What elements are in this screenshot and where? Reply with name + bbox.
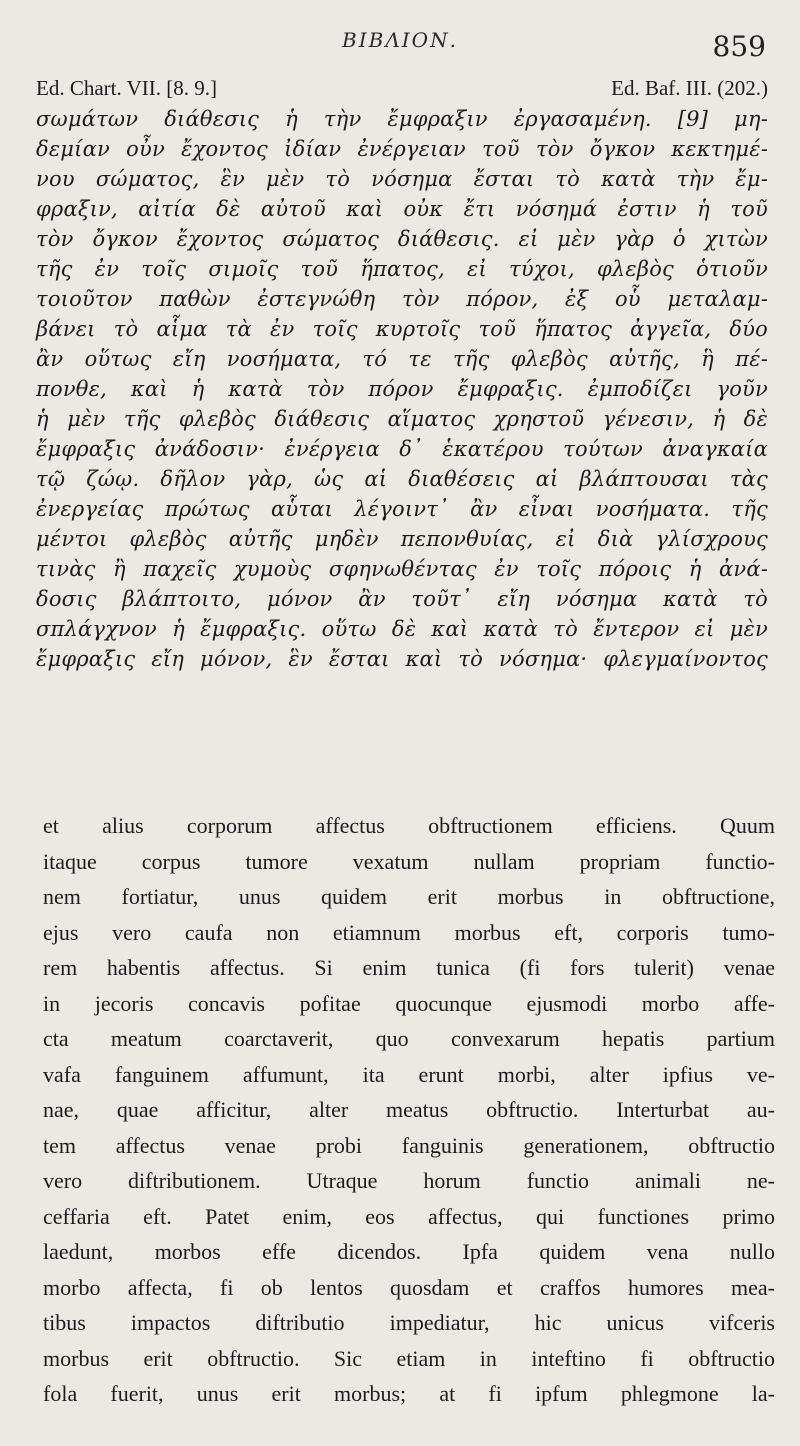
greek-line: τοιοῦτον παθὼν ἐστεγνώθη τὸν πόρον, ἐξ οὗ μεταλαμ- (36, 287, 768, 311)
greek-line: βάνει τὸ αἷμα τὰ ἐν τοῖς κυρτοῖς τοῦ ἥπατος ἀγγεῖα, δύο (36, 317, 768, 341)
latin-line: et alius corporum affectus obftructionem efficiens. Quum (43, 813, 775, 838)
greek-line: ἔμφραξις ἀνάδοσιν· ἐνέργεια δ᾽ ἑκατέρου τούτων ἀναγκαία (36, 437, 768, 461)
latin-line: nem fortiatur, unus quidem erit morbus in obftructione, (43, 884, 775, 909)
latin-text-block (43, 808, 775, 1412)
greek-line: τῆς ἐν τοῖς σιμοῖς τοῦ ἥπατος, εἰ τύχοι, φλεβὸς ὁτιοῦν (36, 257, 768, 281)
latin-line: itaque corpus tumore vexatum nullam propriam functio- (43, 848, 775, 874)
greek-line: σωμάτων διάθεσις ἡ τὴν ἔμφραξιν ἐργασαμένη. [9] μη- (36, 107, 768, 131)
latin-line: laedunt, morbos effe dicendos. Ipfa quidem vena nullo (43, 1239, 775, 1264)
latin-line: ejus vero caufa non etiamnum morbus eft, corporis tumo- (43, 919, 775, 945)
latin-line: vafa fanguinem affumunt, ita erunt morbi, alter ipfius ve- (43, 1061, 775, 1087)
latin-line: rem habentis affectus. Si enim tunica (fi fors tulerit) venae (43, 955, 775, 980)
page-number: 859 (712, 30, 766, 63)
latin-line: tem affectus venae probi fanguinis generationem, obftructio (43, 1132, 775, 1158)
latin-line: tibus impactos diftributio impediatur, hic unicus vifceris (43, 1310, 775, 1335)
latin-line: ceffaria eft. Patet enim, eos affectus, qui functiones primo (43, 1203, 775, 1229)
greek-line: ἐνεργείας πρώτως αὗται λέγοιντ᾽ ἂν εἶναι νοσήματα. τῆς (36, 497, 768, 521)
greek-line: ἂν οὕτως εἴη νοσήματα, τό τε τῆς φλεβὸς αὐτῆς, ἣ πέ- (36, 347, 768, 371)
greek-line: τὸν ὄγκον ἔχοντος σώματος διάθεσις. εἰ μὲν γὰρ ὁ χιτὼν (36, 227, 768, 251)
greek-line: μέντοι φλεβὸς αὐτῆς μηδὲν πεπονθυίας, εἰ διὰ γλίσχρους (36, 527, 768, 551)
greek-line: ἡ μὲν τῆς φλεβὸς διάθεσις αἵματος χρηστοῦ γένεσιν, ἡ δὲ (36, 407, 768, 431)
latin-line: vero diftributionem. Utraque horum functio animali ne- (43, 1168, 775, 1193)
greek-line: τῷ ζώῳ. δῆλον γὰρ, ὡς αἱ διαθέσεις αἱ βλάπτουσαι τὰς (36, 467, 768, 491)
running-title: ΒΙΒΛΙΟΝ. (342, 28, 458, 52)
greek-line: δεμίαν οὖν ἔχοντος ἰδίαν ἐνέργειαν τοῦ τὸν ὄγκον κεκτημέ- (36, 137, 768, 161)
greek-line: νου σώματος, ἓν μὲν τὸ νόσημα ἔσται τὸ κατὰ τὴν ἔμ- (36, 167, 768, 191)
greek-line: δοσις βλάπτοιτο, μόνον ἂν τοῦτ᾽ εἴη νόσημα κατὰ τὸ (36, 587, 768, 611)
latin-line: cta meatum coarctaverit, quo convexarum hepatis partium (43, 1026, 775, 1051)
greek-text-block (36, 104, 768, 674)
latin-line: nae, quae afficitur, alter meatus obftructio. Interturbat au- (43, 1097, 775, 1122)
greek-line: πονθε, καὶ ἡ κατὰ τὸν πόρον ἔμφραξις. ἐμποδίζει γοῦν (36, 377, 768, 401)
edition-reference-left: Ed. Chart. VII. [8. 9.] (36, 76, 217, 100)
greek-line: φραξιν, αἰτία δὲ αὐτοῦ καὶ οὐκ ἔτι νόσημά ἐστιν ἡ τοῦ (36, 197, 768, 221)
greek-line: σπλάγχνον ἡ ἔμφραξις. οὕτω δὲ καὶ κατὰ τὸ ἔντερον εἰ μὲν (36, 617, 768, 641)
edition-reference-right: Ed. Baf. III. (202.) (611, 76, 768, 100)
latin-line: fola fuerit, unus erit morbus; at fi ipfum phlegmone la- (43, 1381, 775, 1406)
greek-line: ἔμφραξις εἴη μόνον, ἓν ἔσται καὶ τὸ νόσημα· φλεγμαίνοντος (36, 647, 768, 671)
latin-line: in jecoris concavis pofitae quocunque ejusmodi morbo affe- (43, 990, 775, 1016)
latin-line: morbo affecta, fi ob lentos quosdam et craffos humores mea- (43, 1274, 775, 1300)
latin-line: morbus erit obftructio. Sic etiam in inteftino fi obftructio (43, 1345, 775, 1371)
greek-line: τινὰς ἢ παχεῖς χυμοὺς σφηνωθέντας ἐν τοῖς πόροις ἡ ἀνά- (36, 557, 768, 581)
